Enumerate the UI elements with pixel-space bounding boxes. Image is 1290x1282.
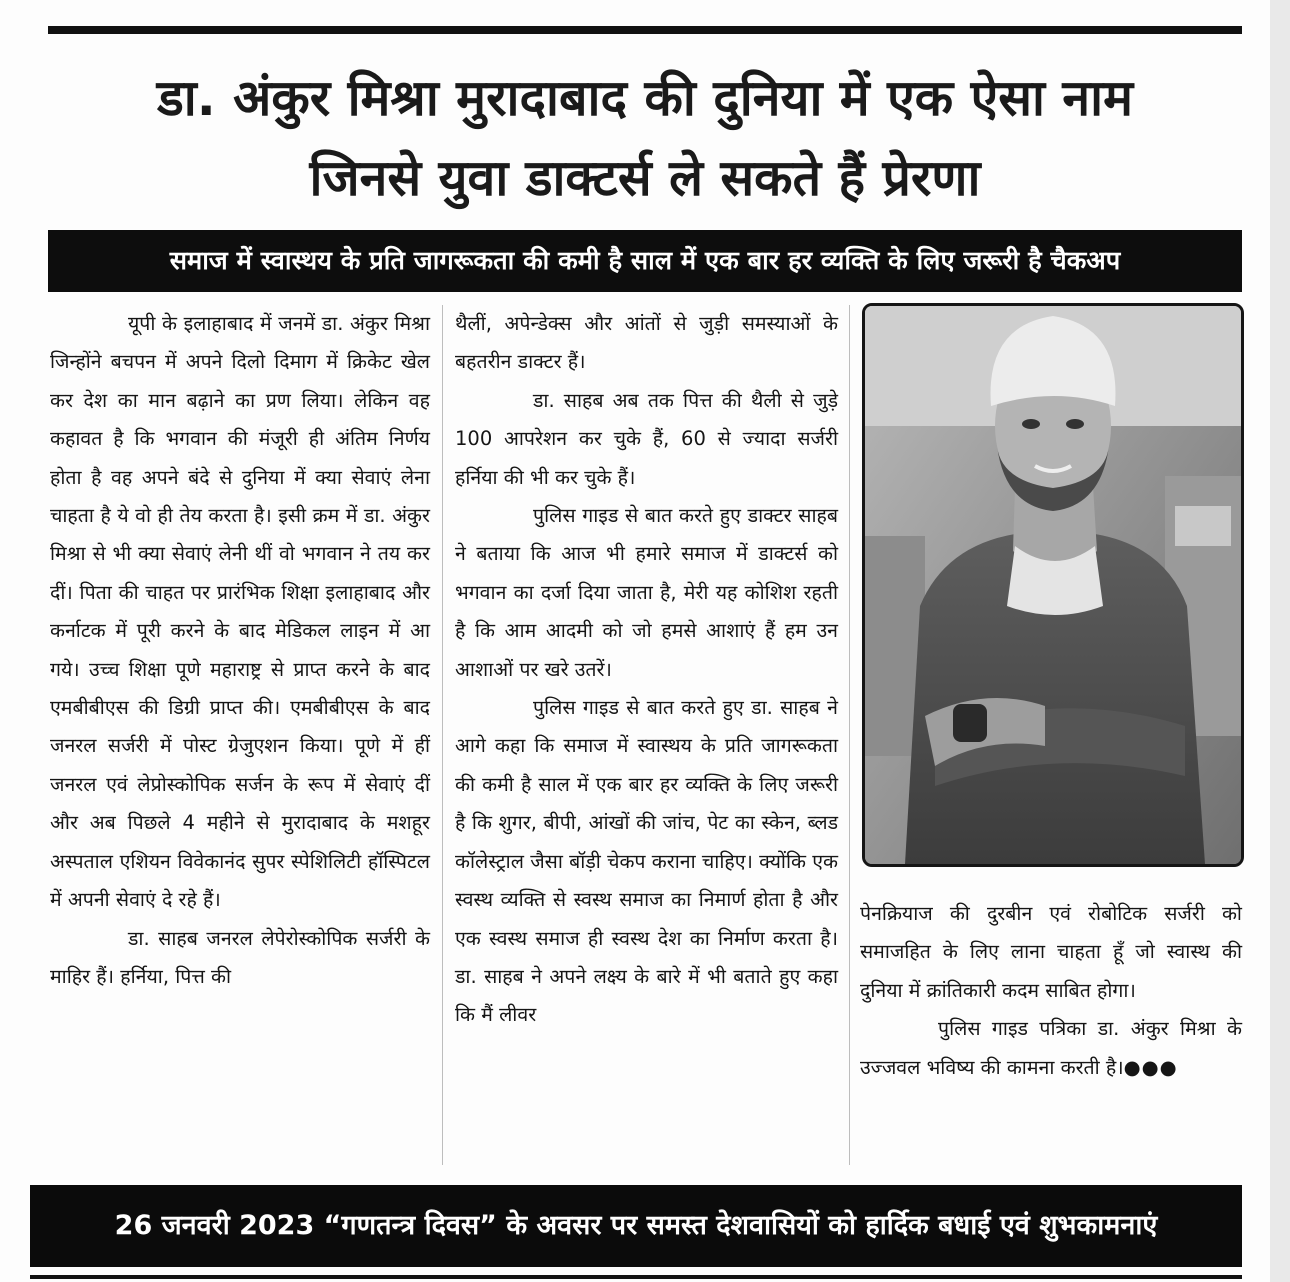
bottom-rule: [30, 1275, 1242, 1279]
paragraph: डा. साहब जनरल लेपेरोस्कोपिक सर्जरी के माहिर हैं। हर्निया, पित्त की: [50, 926, 430, 988]
footer-banner: 26 जनवरी 2023 “गणतन्त्र दिवस” के अवसर पर समस्त देशवासियों को हार्दिक बधाई एवं शुभकामनाएं: [30, 1185, 1242, 1267]
article-column-3: [860, 895, 1242, 1087]
paragraph: पुलिस गाइड से बात करते हुए डा. साहब ने आगे कहा कि समाज में स्वास्थय के प्रति जागरूकता की कमी है साल में एक बार हर व्यक्ति के लिए जरूरी है कि शुगर, बीपी, आंखों की जांच, पेट का स्केन, ब्लड कॉलेस्ट्राल जैसा बॉड़ी चेकप कराना चाहिए। क्योंकि एक स्वस्थ व्यक्ति से स्वस्थ समाज का निमार्ण होता है और एक स्वस्थ समाज ही स्वस्थ देश का निर्माण करता है। डा. साहब ने अपने लक्ष्य के बारे में भी बताते हुए कहा कि मैं लीवर: [455, 696, 838, 1027]
paragraph: यूपी के इलाहाबाद में जनमें डा. अंकुर मिश्रा जिन्होंने बचपन में अपने दिलो दिमाग में क्रिकेट खेल कर देश का मान बढ़ाने का प्रण लिया। लेकिन वह कहावत है कि भगवान की मंजूरी ही अंतिम निर्णय होता है वह अपने बंदे से दुनिया में क्या सेवाएं लेना चाहता है ये वो ही तेय करता है। इसी क्रम में डा. अंकुर मिश्रा से भी क्या सेवाएं लेनी थीं वो भगवान ने तय कर दीं। पिता की चाहत पर प्रारंभिक शिक्षा इलाहाबाद और कर्नाटक में पूरी करने के बाद मेडिकल लाइन में आ गये। उच्च शिक्षा पूणे महाराष्ट्र से प्राप्त करने के बाद एमबीबीएस की डिग्री प्राप्त की। एमबीबीएस के बाद जनरल सर्जरी में पोस्ट ग्रेजुएशन किया। पूणे में हीं जनरल एवं लेप्रोस्कोपिक सर्जन के रूप में सेवाएं दीं और अब पिछले 4 महीने से मुरादाबाद के मशहूर अस्पताल एशियन विवेकानंद सुपर स्पेशिलिटी हॉस्पिटल में अपनी सेवाएं दे रहे हैं।: [50, 312, 430, 912]
paragraph: [860, 1010, 1242, 1087]
paragraph: थैलीं, अपेन्डेक्स और आंतों से जुड़ी समस्याओं के बहतरीन डाक्टर हैं।: [455, 312, 838, 374]
doctor-photo: [862, 303, 1244, 867]
headline: [40, 58, 1250, 218]
column-divider: [442, 305, 443, 1165]
closing-text: पुलिस गाइड पत्रिका डा. अंकुर मिश्रा के उज्जवल भविष्य की कामना करती है।: [860, 1017, 1242, 1079]
paragraph: पुलिस गाइड से बात करते हुए डाक्टर साहब ने बताया कि आज भी हमारे समाज में डाक्टर्स को भगवान का दर्जा दिया जाता है, मेरी यह कोशिश रहती है कि आम आदमी को जो हमसे आशाएं हैं हम उन आशाओं पर खरे उतरें।: [455, 504, 838, 681]
top-rule: [48, 26, 1242, 34]
column-divider: [849, 305, 850, 1165]
headline-line-1: डा. अंकुर मिश्रा मुरादाबाद की दुनिया में एक ऐसा नाम: [157, 69, 1133, 127]
paragraph: पेनक्रियाज की दुरबीन एवं रोबोटिक सर्जरी को समाजहित के लिए लाना चाहता हूँ जो स्वास्थ की दुनिया में क्रांतिकारी कदम साबित होगा।: [860, 902, 1242, 1002]
paragraph: डा. साहब अब तक पित्त की थैली से जुड़े 100 आपरेशन कर चुके हैं, 60 से ज्यादा सर्जरी हर्निया की भी कर चुके हैं।: [455, 388, 838, 489]
page-edge: [1270, 0, 1290, 1282]
surgeon-portrait-image: [865, 306, 1241, 864]
headline-line-2: जिनसे युवा डाक्टर्स ले सकते हैं प्रेरणा: [309, 149, 981, 207]
subheadline-banner: समाज में स्वास्थय के प्रति जागरूकता की कमी है साल में एक बार हर व्यक्ति के लिए जरूरी है चैकअप: [48, 230, 1242, 292]
end-mark: ●●●: [1123, 1055, 1178, 1079]
article-column-2: [455, 305, 838, 1035]
article-column-1: [50, 305, 430, 996]
